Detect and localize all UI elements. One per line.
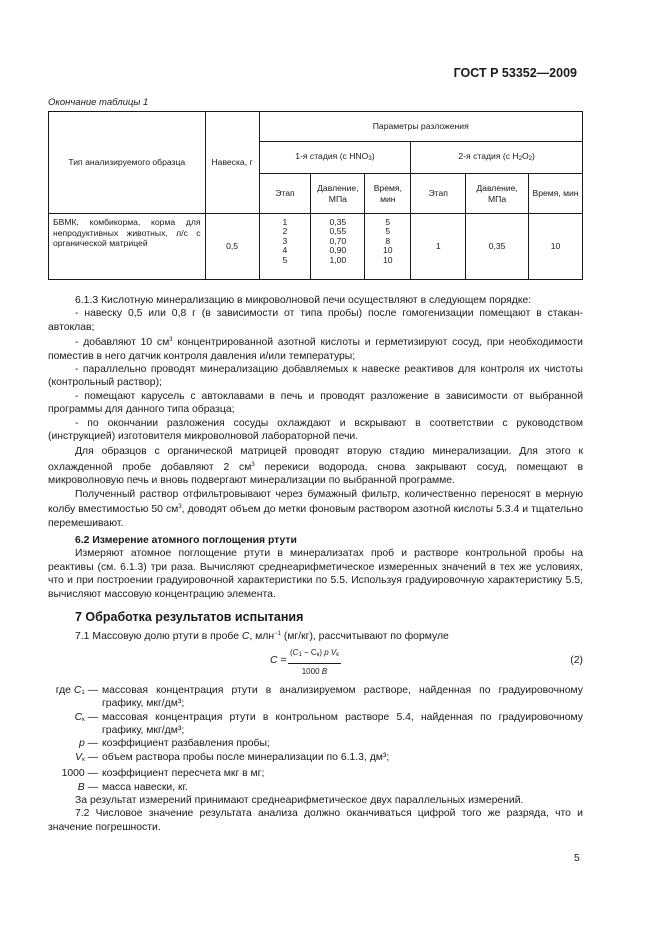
def-ck: Cк — массовая концентрация ртути в контрольном растворе 5.4, найденная по градуировочному графику, мкг/дм³; [74,711,583,736]
header-s1-pressure: Давление, МПа [311,174,365,214]
formula-2 [48,646,583,680]
section-7-heading: 7 Обработка результатов испытания [75,609,304,624]
header-s2-pressure: Давление, МПа [466,174,529,214]
decomposition-parameters-table [48,111,583,280]
header-s2-step: Этап [411,174,466,214]
paragraph-7-2: 7.2 Числовое значение результата анализа должно оканчиваться цифрой того же разряда, что и значение погрешности. [48,808,583,833]
header-s2-time: Время, мин [529,174,583,214]
formula-lhs: C = [270,654,287,666]
cell-s2-pressure: 0,35 [466,214,529,280]
formula-denominator: 1000 B [301,667,328,677]
paragraph-filtration: Полученный раствор отфильтровывают через бумажный фильтр, количественно переносят в мерную колбу вместимостью 50 $см^3$, доводят объем до метки фоновым раствором азотной кислоты 5.3.4 и тщательно перемешивают. [48,488,584,529]
formula-numerator: (C1 − Cк) p Vк [288,646,341,664]
header-s1-step: Этап [259,174,311,214]
cell-mass: 0,5 [205,214,259,280]
header-params: Параметры разложения [259,112,582,142]
paragraph-6-2: Измеряют атомное поглощение ртути в минерализатах проб и растворе контрольной пробы на реактивы (см. 6.1.3) три раза. Вычисляют среднеарифметическое измеренных значений в тех же условиях, что и при построении градуировочной характеристики по 5.5. Используя градуировочную характеристику 5.5, вычисляют массовую концентрацию элемента. [48,548,583,600]
paragraph-6-1-3: 6.1.3 Кислотную минерализацию в микроволновой печи осуществляют в следующем порядке: [75,295,532,306]
cell-s2-step: 1 [411,214,466,280]
header-sample-type: Тип анализируемого образца [49,112,206,214]
paragraph-result: За результат измерений принимают среднеарифметическое двух параллельных измерений. [75,795,524,806]
bullet-4: - помещают карусель с автоклавами в печь и проводят разложение в зависимости от выбранной программы для данного типа образца; [48,390,583,416]
bullet-5: - по окончании разложения сосуды охлаждают и вскрывают в соответствии с руководством (инструкцией) изготовителя микроволновой лабораторной печи. [48,417,583,443]
paragraph-7-1: 7.1 Массовую долю ртути в пробе C, млн$^{-1}$ (мг/кг), рассчитывают по формуле [75,631,449,643]
formula-definitions [48,684,583,794]
bullet-3: - параллельно проводят минерализацию добавляемых к навеске реактивов для контроля их чистоты (контрольный раствор); [48,364,583,389]
header-s1-time: Время, мин [365,174,411,214]
document-body [48,294,583,834]
formula-number: (2) [570,654,583,666]
cell-s1-time: 5 5 8 10 10 [365,214,411,280]
cell-sample-type: БВМК, комбикорма, корма для непродуктивных животных, л/с с органической матрицей [49,214,206,280]
paragraph-organic-matrix: Для образцов с органической матрицей проводят вторую стадию минерализации. Для этого к охлажденной пробе добавляют 2 $см^3$ перекиси водорода, снова закрывают сосуд, помещают в микроволновую печь и вновь подвергают минерализации по выбранной программе. [48,446,583,487]
def-b: B — масса навески, кг. [77,781,188,793]
bullet-1: - навеску 0,5 или 0,8 г (в зависимости от типа пробы) после гомогенизации помещают в стакан-автоклав; [48,308,583,333]
def-p: p — коэффициент разбавления пробы; [78,738,270,750]
document-code: ГОСТ Р 53352—2009 [453,66,577,80]
def-c1: где C1 — массовая концентрация ртути в анализируемом растворе, найденная по градуировочному графику, мкг/дм³; [55,684,583,710]
heading-6-2: 6.2 Измерение атомного поглощения ртути [75,534,297,546]
bullet-2: - добавляют 10 $см^3$ концентрированной азотной кислоты и герметизируют сосуд, при необходимости поместив в него датчик контроля давления и/или температуры; [48,337,583,362]
header-stage-1: 1-я стадия (с HNO3) [259,142,411,174]
cell-s1-steps: 1 2 3 4 5 [259,214,311,280]
def-1000: 1000 — коэффициент пересчета мкг в мг; [61,768,265,780]
cell-s2-time: 10 [529,214,583,280]
page-number: 5 [574,853,580,864]
table-caption: Окончание таблицы 1 [48,97,149,108]
def-vk: Vк — объем раствора пробы после минерализации по 6.1.3, дм³; [75,751,390,763]
header-mass: Навеска, г [205,112,259,214]
header-stage-2: 2-я стадия (с H2O2) [411,142,583,174]
formula-fraction [288,646,341,679]
cell-s1-pressure: 0,35 0,55 0,70 0,90 1,00 [311,214,365,280]
